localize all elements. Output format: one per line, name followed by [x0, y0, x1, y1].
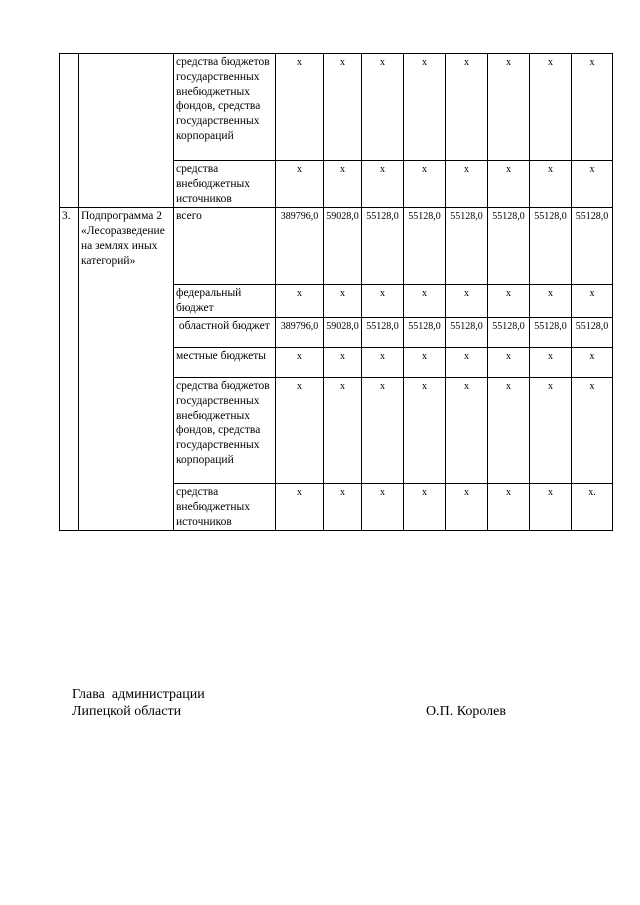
- value-cell: x: [404, 54, 446, 161]
- value-cell: x: [572, 377, 613, 483]
- value-cell: 55128,0: [488, 317, 530, 347]
- program-name-cell: Подпрограмма 2 «Лесоразведение на землях иных категорий»: [79, 208, 174, 531]
- value-cell: 55128,0: [572, 317, 613, 347]
- value-cell: x: [488, 347, 530, 377]
- value-cell: x: [530, 377, 572, 483]
- table-row: [60, 54, 613, 161]
- value-cell: x: [362, 377, 404, 483]
- value-cell: 389796,0: [276, 317, 324, 347]
- value-cell: 389796,0: [276, 208, 324, 285]
- value-cell: x: [276, 161, 324, 208]
- value-cell: x: [362, 54, 404, 161]
- value-cell: x: [446, 347, 488, 377]
- row-number-cell: [60, 54, 79, 208]
- value-cell: x: [362, 483, 404, 530]
- value-cell: x: [488, 161, 530, 208]
- value-cell: x: [276, 347, 324, 377]
- value-cell: 55128,0: [362, 317, 404, 347]
- value-cell: x: [404, 483, 446, 530]
- value-cell: x: [404, 347, 446, 377]
- value-cell: x: [276, 483, 324, 530]
- value-cell: x: [530, 54, 572, 161]
- funding-source-cell: средства внебюджетных источников: [174, 161, 276, 208]
- signature-title-line2: Липецкой области: [72, 704, 182, 719]
- signature-title-line1: Глава администрации: [72, 687, 205, 702]
- value-cell: 55128,0: [446, 208, 488, 285]
- value-cell: x: [572, 54, 613, 161]
- value-cell: x: [572, 161, 613, 208]
- value-cell: 55128,0: [404, 208, 446, 285]
- value-cell: x: [446, 54, 488, 161]
- value-cell: x: [488, 285, 530, 318]
- value-cell: x: [324, 483, 362, 530]
- value-cell: x: [446, 161, 488, 208]
- value-cell: 55128,0: [362, 208, 404, 285]
- value-cell: x: [530, 483, 572, 530]
- signature-name: О.П. Королев: [426, 704, 506, 719]
- value-cell: 59028,0: [324, 208, 362, 285]
- value-cell: x: [446, 377, 488, 483]
- funding-source-cell: средства внебюджетных источников: [174, 483, 276, 530]
- funding-source-cell: средства бюджетов государственных внебюджетных фондов, средства государственных корпораций: [174, 54, 276, 161]
- value-cell: x: [324, 377, 362, 483]
- value-cell: x: [276, 285, 324, 318]
- value-cell: 55128,0: [446, 317, 488, 347]
- value-cell: 55128,0: [530, 208, 572, 285]
- value-cell: x: [404, 377, 446, 483]
- value-cell: x: [324, 54, 362, 161]
- program-name-cell: [79, 54, 174, 208]
- value-cell: 55128,0: [572, 208, 613, 285]
- funding-source-cell: средства бюджетов государственных внебюджетных фондов, средства государственных корпораций: [174, 377, 276, 483]
- value-cell: x: [446, 285, 488, 318]
- budget-table: [59, 53, 613, 531]
- funding-source-cell: местные бюджеты: [174, 347, 276, 377]
- value-cell: x.: [572, 483, 613, 530]
- value-cell: x: [488, 483, 530, 530]
- value-cell: x: [362, 161, 404, 208]
- value-cell: x: [572, 285, 613, 318]
- table-row: [60, 208, 613, 285]
- value-cell: x: [276, 377, 324, 483]
- value-cell: x: [324, 285, 362, 318]
- value-cell: 55128,0: [488, 208, 530, 285]
- value-cell: 55128,0: [404, 317, 446, 347]
- value-cell: 55128,0: [530, 317, 572, 347]
- value-cell: x: [404, 161, 446, 208]
- funding-source-cell: областной бюджет: [174, 317, 276, 347]
- value-cell: x: [276, 54, 324, 161]
- value-cell: x: [404, 285, 446, 318]
- value-cell: 59028,0: [324, 317, 362, 347]
- value-cell: x: [530, 285, 572, 318]
- value-cell: x: [324, 161, 362, 208]
- value-cell: x: [446, 483, 488, 530]
- value-cell: x: [362, 285, 404, 318]
- value-cell: x: [488, 377, 530, 483]
- funding-source-cell: всего: [174, 208, 276, 285]
- value-cell: x: [530, 347, 572, 377]
- value-cell: x: [324, 347, 362, 377]
- funding-source-cell: федеральный бюджет: [174, 285, 276, 318]
- value-cell: x: [572, 347, 613, 377]
- value-cell: x: [362, 347, 404, 377]
- row-number-cell: 3.: [60, 208, 79, 531]
- value-cell: x: [488, 54, 530, 161]
- value-cell: x: [530, 161, 572, 208]
